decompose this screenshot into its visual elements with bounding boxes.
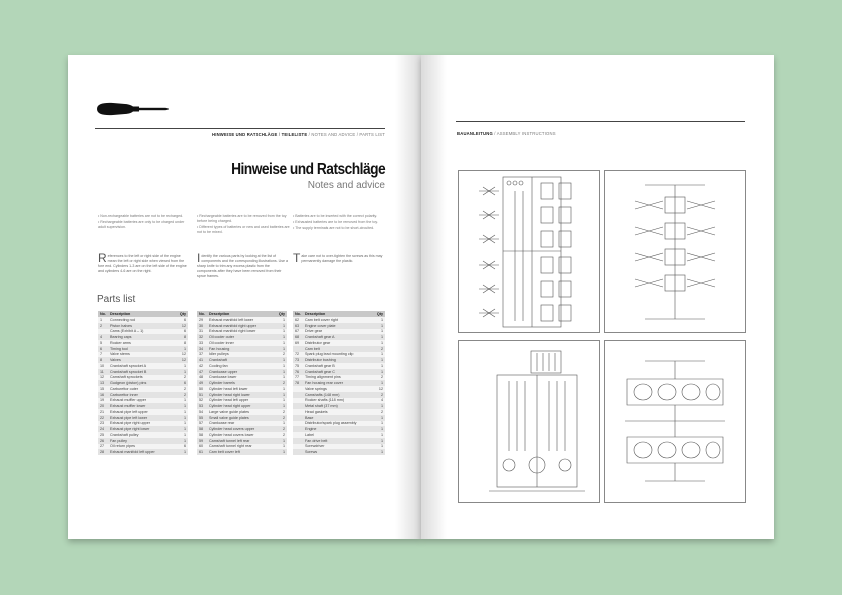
part-description: Fan pulley: [108, 438, 174, 444]
parts-table-col-1: [98, 311, 188, 455]
part-number: 47: [197, 369, 207, 375]
part-number: 33: [197, 340, 207, 346]
part-quantity: 1: [273, 403, 287, 409]
part-description: Crankshaft gear B: [303, 363, 371, 369]
part-description: Label: [303, 432, 371, 438]
part-description: Oil cooler outer: [207, 334, 273, 340]
part-description: Camshaft tunnel left rear: [207, 438, 273, 444]
part-quantity: 2: [273, 432, 287, 438]
part-description: Head gaskets: [303, 409, 371, 415]
part-number: 54: [197, 409, 207, 415]
part-number: 55: [197, 415, 207, 421]
part-description: Large valve guide plates: [207, 409, 273, 415]
part-description: Metal shaft (37 mm): [303, 403, 371, 409]
part-description: Cylinder barrels: [207, 380, 273, 386]
part-number: 1: [98, 317, 108, 323]
part-quantity: 1: [174, 449, 188, 455]
sprue-frame-rocker-arms-figure: [604, 170, 746, 333]
part-quantity: 6: [174, 317, 188, 323]
part-number: 28: [98, 449, 108, 455]
part-description: Piston halves: [108, 323, 174, 329]
part-quantity: 1: [371, 415, 385, 421]
part-number: 69: [293, 340, 303, 346]
part-quantity: 1: [273, 386, 287, 392]
part-description: Carburettor outer: [108, 386, 174, 392]
part-description: Exhaust manifold right lower: [207, 329, 273, 335]
part-description: Connecting rod: [108, 317, 174, 323]
part-quantity: 1: [174, 426, 188, 432]
part-number: 12: [98, 375, 108, 381]
part-quantity: 8: [174, 340, 188, 346]
part-number: 16: [98, 392, 108, 398]
part-number: 34: [197, 346, 207, 352]
part-number: 50: [197, 386, 207, 392]
part-quantity: 1: [371, 369, 385, 375]
part-description: Timing tool: [108, 346, 174, 352]
part-description: Small valve guide plates: [207, 415, 273, 421]
part-quantity: 1: [273, 438, 287, 444]
part-quantity: 1: [371, 449, 385, 455]
part-quantity: 2: [371, 409, 385, 415]
part-quantity: 1: [174, 409, 188, 415]
sprue-frame-cylinder-heads-figure: [604, 340, 746, 503]
part-quantity: 2: [273, 380, 287, 386]
part-quantity: 6: [174, 329, 188, 335]
part-description: Distributor gear: [303, 340, 371, 346]
part-quantity: 1: [174, 346, 188, 352]
part-description: Crankshaft pulley: [108, 432, 174, 438]
part-description: Exhaust muffler lower: [108, 403, 174, 409]
part-number: 11: [98, 369, 108, 375]
part-number: 24: [98, 426, 108, 432]
part-quantity: 1: [174, 415, 188, 421]
part-number: 30: [197, 323, 207, 329]
part-quantity: 2: [273, 415, 287, 421]
part-quantity: 1: [273, 329, 287, 335]
part-quantity: 1: [371, 352, 385, 358]
table-row: [197, 449, 287, 455]
part-description: Gudgeon (piston) pins: [108, 380, 174, 386]
breadcrumb: HINWEISE UND RATSCHLÄGE / TEILELISTE / NOTES AND ADVICE / PARTS LIST: [212, 132, 385, 137]
part-description: Crankcase upper: [207, 369, 273, 375]
part-number: 8: [98, 357, 108, 363]
part-quantity: 1: [371, 421, 385, 427]
part-description: Screws: [303, 449, 371, 455]
table-header-qty: Qty: [371, 311, 385, 317]
part-number: 57: [197, 421, 207, 427]
header-rule: [456, 121, 745, 122]
parts-table-col-2: [197, 311, 287, 455]
table-header-desc: Description: [303, 311, 371, 317]
part-description: Cams (Exhibit A – 1): [108, 329, 174, 335]
part-number: 13: [98, 380, 108, 386]
part-quantity: 2: [371, 392, 385, 398]
part-description: Valves: [108, 357, 174, 363]
gutter-shadow: [421, 55, 447, 539]
part-quantity: 1: [371, 317, 385, 323]
part-description: Crankshaft gear C: [303, 369, 371, 375]
table-header-desc: Description: [207, 311, 273, 317]
part-description: Drive gear: [303, 329, 371, 335]
sprue-diagram: [459, 341, 599, 502]
part-description: Rocker shafts (118 mm): [303, 398, 371, 404]
part-quantity: 12: [174, 352, 188, 358]
part-quantity: 1: [174, 363, 188, 369]
table-header-no: No.: [293, 311, 303, 317]
part-number: 75: [293, 363, 303, 369]
part-quantity: 1: [174, 432, 188, 438]
part-description: Distributor/spark plug assembly: [303, 421, 371, 427]
part-number: 58: [197, 426, 207, 432]
part-description: Spark plug lead mounting clip: [303, 352, 371, 358]
part-number: 59: [197, 438, 207, 444]
part-description: Rocker arms: [108, 340, 174, 346]
part-quantity: 1: [174, 421, 188, 427]
table-header-no: No.: [197, 311, 207, 317]
sprue-frame-valves-figure: [458, 170, 600, 333]
part-quantity: 1: [273, 346, 287, 352]
part-number: 61: [197, 449, 207, 455]
table-row: [98, 449, 188, 455]
part-quantity: 1: [273, 449, 287, 455]
part-description: Cylinder head covers lower: [207, 432, 273, 438]
part-description: Cylinder head left lower: [207, 386, 273, 392]
part-quantity: 1: [371, 444, 385, 450]
part-description: Carburettor inner: [108, 392, 174, 398]
part-number: 42: [197, 363, 207, 369]
part-description: Exhaust muffler upper: [108, 398, 174, 404]
part-number: 62: [293, 317, 303, 323]
part-number: 6: [98, 346, 108, 352]
part-description: Fan drive belt: [303, 438, 371, 444]
part-quantity: 1: [371, 438, 385, 444]
part-quantity: 2: [371, 375, 385, 381]
part-quantity: 1: [273, 421, 287, 427]
sprue-frame-tappets-figure: [458, 340, 600, 503]
table-row: [293, 449, 385, 455]
part-description: Cylinder head right lower: [207, 392, 273, 398]
part-number: 20: [98, 403, 108, 409]
part-description: Camshafts (148 mm): [303, 392, 371, 398]
table-header-desc: Description: [108, 311, 174, 317]
battery-notes-col-2: • Rechargeable batteries are to be removed from the toy before being charged. • Different types of batteries or new and used batteries are not to be mixed.: [197, 214, 290, 234]
part-quantity: 12: [371, 386, 385, 392]
part-number: 63: [293, 323, 303, 329]
part-description: Cooling fan: [207, 363, 273, 369]
part-quantity: 1: [371, 403, 385, 409]
part-number: 77: [293, 375, 303, 381]
part-number: 76: [293, 369, 303, 375]
part-description: Engine cover plate: [303, 323, 371, 329]
part-number: 37: [197, 352, 207, 358]
part-description: Crankshaft sprocket A: [108, 363, 174, 369]
part-quantity: 1: [371, 363, 385, 369]
part-quantity: 1: [273, 444, 287, 450]
part-quantity: 2: [174, 392, 188, 398]
part-quantity: 2: [174, 375, 188, 381]
part-description: Distributor bushing: [303, 357, 371, 363]
part-quantity: 1: [371, 357, 385, 363]
part-number: 67: [293, 329, 303, 335]
part-description: Valve springs: [303, 386, 371, 392]
part-quantity: 1: [273, 340, 287, 346]
part-quantity: 12: [174, 357, 188, 363]
part-number: 72: [293, 352, 303, 358]
left-page: [68, 55, 421, 539]
gutter-shadow: [395, 55, 421, 539]
part-description: Cylinder head covers upper: [207, 426, 273, 432]
part-description: Crankshaft sprocket B: [108, 369, 174, 375]
parts-table-col-3: [293, 311, 385, 455]
part-number: 53: [197, 403, 207, 409]
part-number: 27: [98, 444, 108, 450]
part-number: 25: [98, 432, 108, 438]
part-description: Exhaust pipe right lower: [108, 426, 174, 432]
part-quantity: 1: [174, 369, 188, 375]
part-number: 52: [197, 398, 207, 404]
part-quantity: 12: [174, 323, 188, 329]
part-quantity: 4: [371, 398, 385, 404]
part-quantity: 1: [174, 438, 188, 444]
sprue-diagram: [459, 171, 599, 332]
part-quantity: 2: [273, 426, 287, 432]
header-rule: [95, 128, 385, 129]
part-description: Screwdriver: [303, 444, 371, 450]
part-number: 31: [197, 329, 207, 335]
part-number: 60: [197, 444, 207, 450]
part-quantity: 2: [273, 409, 287, 415]
part-description: Camshaft tunnel right rear: [207, 444, 273, 450]
part-description: Exhaust manifold left lower: [207, 317, 273, 323]
part-quantity: 1: [371, 426, 385, 432]
part-description: Fan housing: [207, 346, 273, 352]
part-number: 26: [98, 438, 108, 444]
part-quantity: 1: [371, 329, 385, 335]
part-number: 19: [98, 398, 108, 404]
part-description: Exhaust manifold right upper: [207, 323, 273, 329]
part-description: Crankshaft: [207, 357, 273, 363]
part-description: Timing alignment pins: [303, 375, 371, 381]
part-description: Crankshaft gear A: [303, 334, 371, 340]
part-number: 48: [197, 375, 207, 381]
part-number: 49: [197, 380, 207, 386]
part-quantity: 2: [174, 386, 188, 392]
part-quantity: 1: [273, 369, 287, 375]
page-subtitle: Notes and advice: [307, 180, 385, 191]
part-quantity: 1: [174, 398, 188, 404]
breadcrumb-active: HINWEISE UND RATSCHLÄGE: [212, 132, 278, 137]
part-number: 22: [98, 415, 108, 421]
part-quantity: 1: [371, 340, 385, 346]
part-quantity: 6: [174, 444, 188, 450]
part-number: 21: [98, 409, 108, 415]
table-header-no: No.: [98, 311, 108, 317]
part-description: Exhaust pipe right upper: [108, 421, 174, 427]
part-number: 5: [98, 340, 108, 346]
part-number: 4: [98, 334, 108, 340]
part-description: Cylinder head right upper: [207, 403, 273, 409]
part-quantity: 1: [273, 357, 287, 363]
battery-notes-col-3: • Batteries are to be inserted with the correct polarity. • Exhausted batteries are to be removed from the toy. • The supply terminals are not to be short-circuited.: [293, 214, 378, 230]
part-number: 2: [98, 323, 108, 329]
part-number: 68: [293, 334, 303, 340]
part-quantity: 1: [273, 334, 287, 340]
right-page: [421, 55, 774, 539]
screwdriver-icon: [95, 100, 171, 118]
page-title: Hinweise und Ratschläge: [230, 161, 385, 178]
part-description: Crankcase lower: [207, 375, 273, 381]
part-quantity: 2: [371, 346, 385, 352]
breadcrumb-second: TEILELISTE: [281, 132, 308, 137]
part-number: [293, 449, 303, 455]
part-description: Idler pulleys: [207, 352, 273, 358]
part-number: 32: [197, 334, 207, 340]
part-quantity: 1: [273, 398, 287, 404]
part-description: Valve stems: [108, 352, 174, 358]
part-description: Engine: [303, 426, 371, 432]
advice-paragraph-2: Identify the various parts by looking at the list of components and the corresponding illustrations. Use a sharp knife to trim any excess plastic from the components after they have been removed from their sprue frames.: [197, 251, 289, 278]
part-description: Base: [303, 415, 371, 421]
battery-notes-col-1: • Non-rechargeable batteries are not to be recharged. • Rechargeable batteries are only to be charged under adult supervision.: [98, 214, 185, 229]
part-quantity: 1: [371, 334, 385, 340]
part-quantity: 2: [273, 352, 287, 358]
sprue-diagram: [605, 341, 745, 502]
part-quantity: 1: [273, 323, 287, 329]
part-quantity: 1: [273, 363, 287, 369]
advice-paragraph-1: References to the left or right side of the engine mean the left or right side when viewed from the fore end. Cylinders 1-3 are on the left side of the engine and cylinders 4-6 are on the right.: [98, 251, 187, 273]
advice-paragraph-3: Take care not to over-tighten the screws as this may permanently damage the plastic.: [293, 251, 383, 265]
part-quantity: 1: [371, 323, 385, 329]
breadcrumb-active: BAUANLEITUNG: [457, 131, 493, 136]
part-description: Bearing caps: [108, 334, 174, 340]
part-number: 58: [197, 432, 207, 438]
breadcrumb: BAUANLEITUNG / ASSEMBLY INSTRUCTIONS: [457, 131, 556, 136]
part-quantity: 6: [174, 380, 188, 386]
part-description: Cam belt cover right: [303, 317, 371, 323]
parts-list-title: Parts list: [97, 294, 136, 305]
part-description: Camshaft sprockets: [108, 375, 174, 381]
part-number: 29: [197, 317, 207, 323]
part-number: 23: [98, 421, 108, 427]
part-description: Crankcase rear: [207, 421, 273, 427]
part-description: Cam belt: [303, 346, 371, 352]
sprue-diagram: [605, 171, 745, 332]
part-description: Oil return pipes: [108, 444, 174, 450]
part-number: 7: [98, 352, 108, 358]
part-number: 41: [197, 357, 207, 363]
part-description: Exhaust pipe left upper: [108, 409, 174, 415]
part-number: 73: [293, 357, 303, 363]
table-header-qty: Qty: [273, 311, 287, 317]
part-quantity: 1: [273, 317, 287, 323]
part-description: Cam belt cover left: [207, 449, 273, 455]
part-quantity: 1: [273, 392, 287, 398]
part-description: Cylinder head left upper: [207, 398, 273, 404]
part-quantity: 1: [174, 403, 188, 409]
part-number: 78: [293, 380, 303, 386]
part-number: 51: [197, 392, 207, 398]
part-quantity: 1: [273, 375, 287, 381]
part-description: Exhaust manifold left upper: [108, 449, 174, 455]
part-quantity: 1: [371, 432, 385, 438]
part-description: Fan housing rear cover: [303, 380, 371, 386]
table-header-qty: Qty: [174, 311, 188, 317]
part-description: Oil cooler inner: [207, 340, 273, 346]
part-quantity: 1: [371, 380, 385, 386]
part-quantity: 8: [174, 334, 188, 340]
part-number: 15: [98, 386, 108, 392]
part-description: Exhaust pipe left lower: [108, 415, 174, 421]
part-number: 10: [98, 363, 108, 369]
